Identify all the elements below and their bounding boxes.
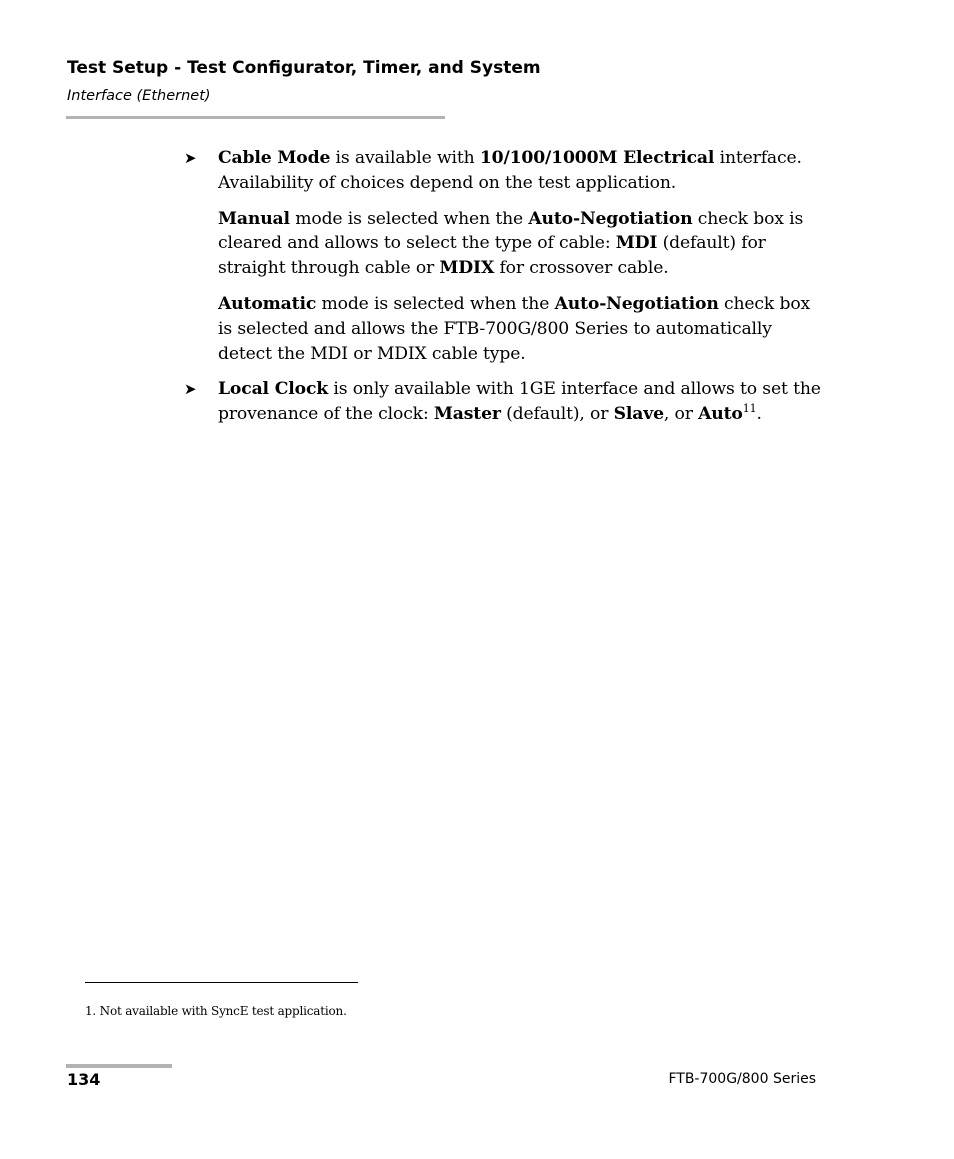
electrical-interface-term: 10/100/1000M Electrical bbox=[479, 148, 715, 168]
body-content bbox=[218, 146, 828, 438]
header-divider bbox=[66, 116, 445, 119]
cable-mode-bullet: ➤ Cable Mode is available with 10/100/1000M Electrical interface. Availability of choices depend on the test application. bbox=[218, 146, 828, 196]
master-term: Master bbox=[433, 404, 501, 425]
auto-negotiation-term: Auto-Negotiation bbox=[554, 293, 719, 314]
manual-term: Manual bbox=[218, 208, 290, 229]
mdi-term: MDI bbox=[615, 233, 658, 254]
slave-term: Slave bbox=[613, 404, 664, 425]
local-clock-term: Local Clock bbox=[218, 379, 329, 400]
page-header-title: Test Setup - Test Configurator, Timer, and System bbox=[67, 58, 541, 78]
manual-mode-paragraph: Manual mode is selected when the Auto-Negotiation check box is cleared and allows to select the type of cable: MDI (default) for straight through cable or MDIX for crossover cable. bbox=[218, 208, 804, 279]
product-series: FTB-700G/800 Series bbox=[668, 1071, 816, 1087]
page-number: 134 bbox=[67, 1070, 101, 1089]
footer-divider bbox=[66, 1064, 172, 1068]
automatic-term: Automatic bbox=[218, 293, 317, 314]
footnote-reference[interactable]: 11 bbox=[742, 402, 757, 416]
automatic-mode-paragraph: Automatic mode is selected when the Auto-Negotiation check box is selected and allows the FTB-700G/800 Series to automatically detect the MDI or MDIX cable type. bbox=[218, 293, 811, 364]
auto-term: Auto bbox=[698, 404, 743, 425]
local-clock-bullet: ➤ Local Clock is only available with 1GE interface and allows to set the provenance of the clock: Master (default), or Slave, or Auto$^{11}$. bbox=[218, 377, 828, 427]
cable-mode-term: Cable Mode bbox=[218, 148, 331, 168]
footnote-text: 1. Not available with SyncE test application. bbox=[85, 1004, 347, 1018]
mdix-term: MDIX bbox=[439, 258, 495, 279]
footnote-divider bbox=[85, 982, 358, 983]
page-header-subtitle: Interface (Ethernet) bbox=[67, 88, 211, 104]
auto-negotiation-term: Auto-Negotiation bbox=[528, 208, 693, 229]
